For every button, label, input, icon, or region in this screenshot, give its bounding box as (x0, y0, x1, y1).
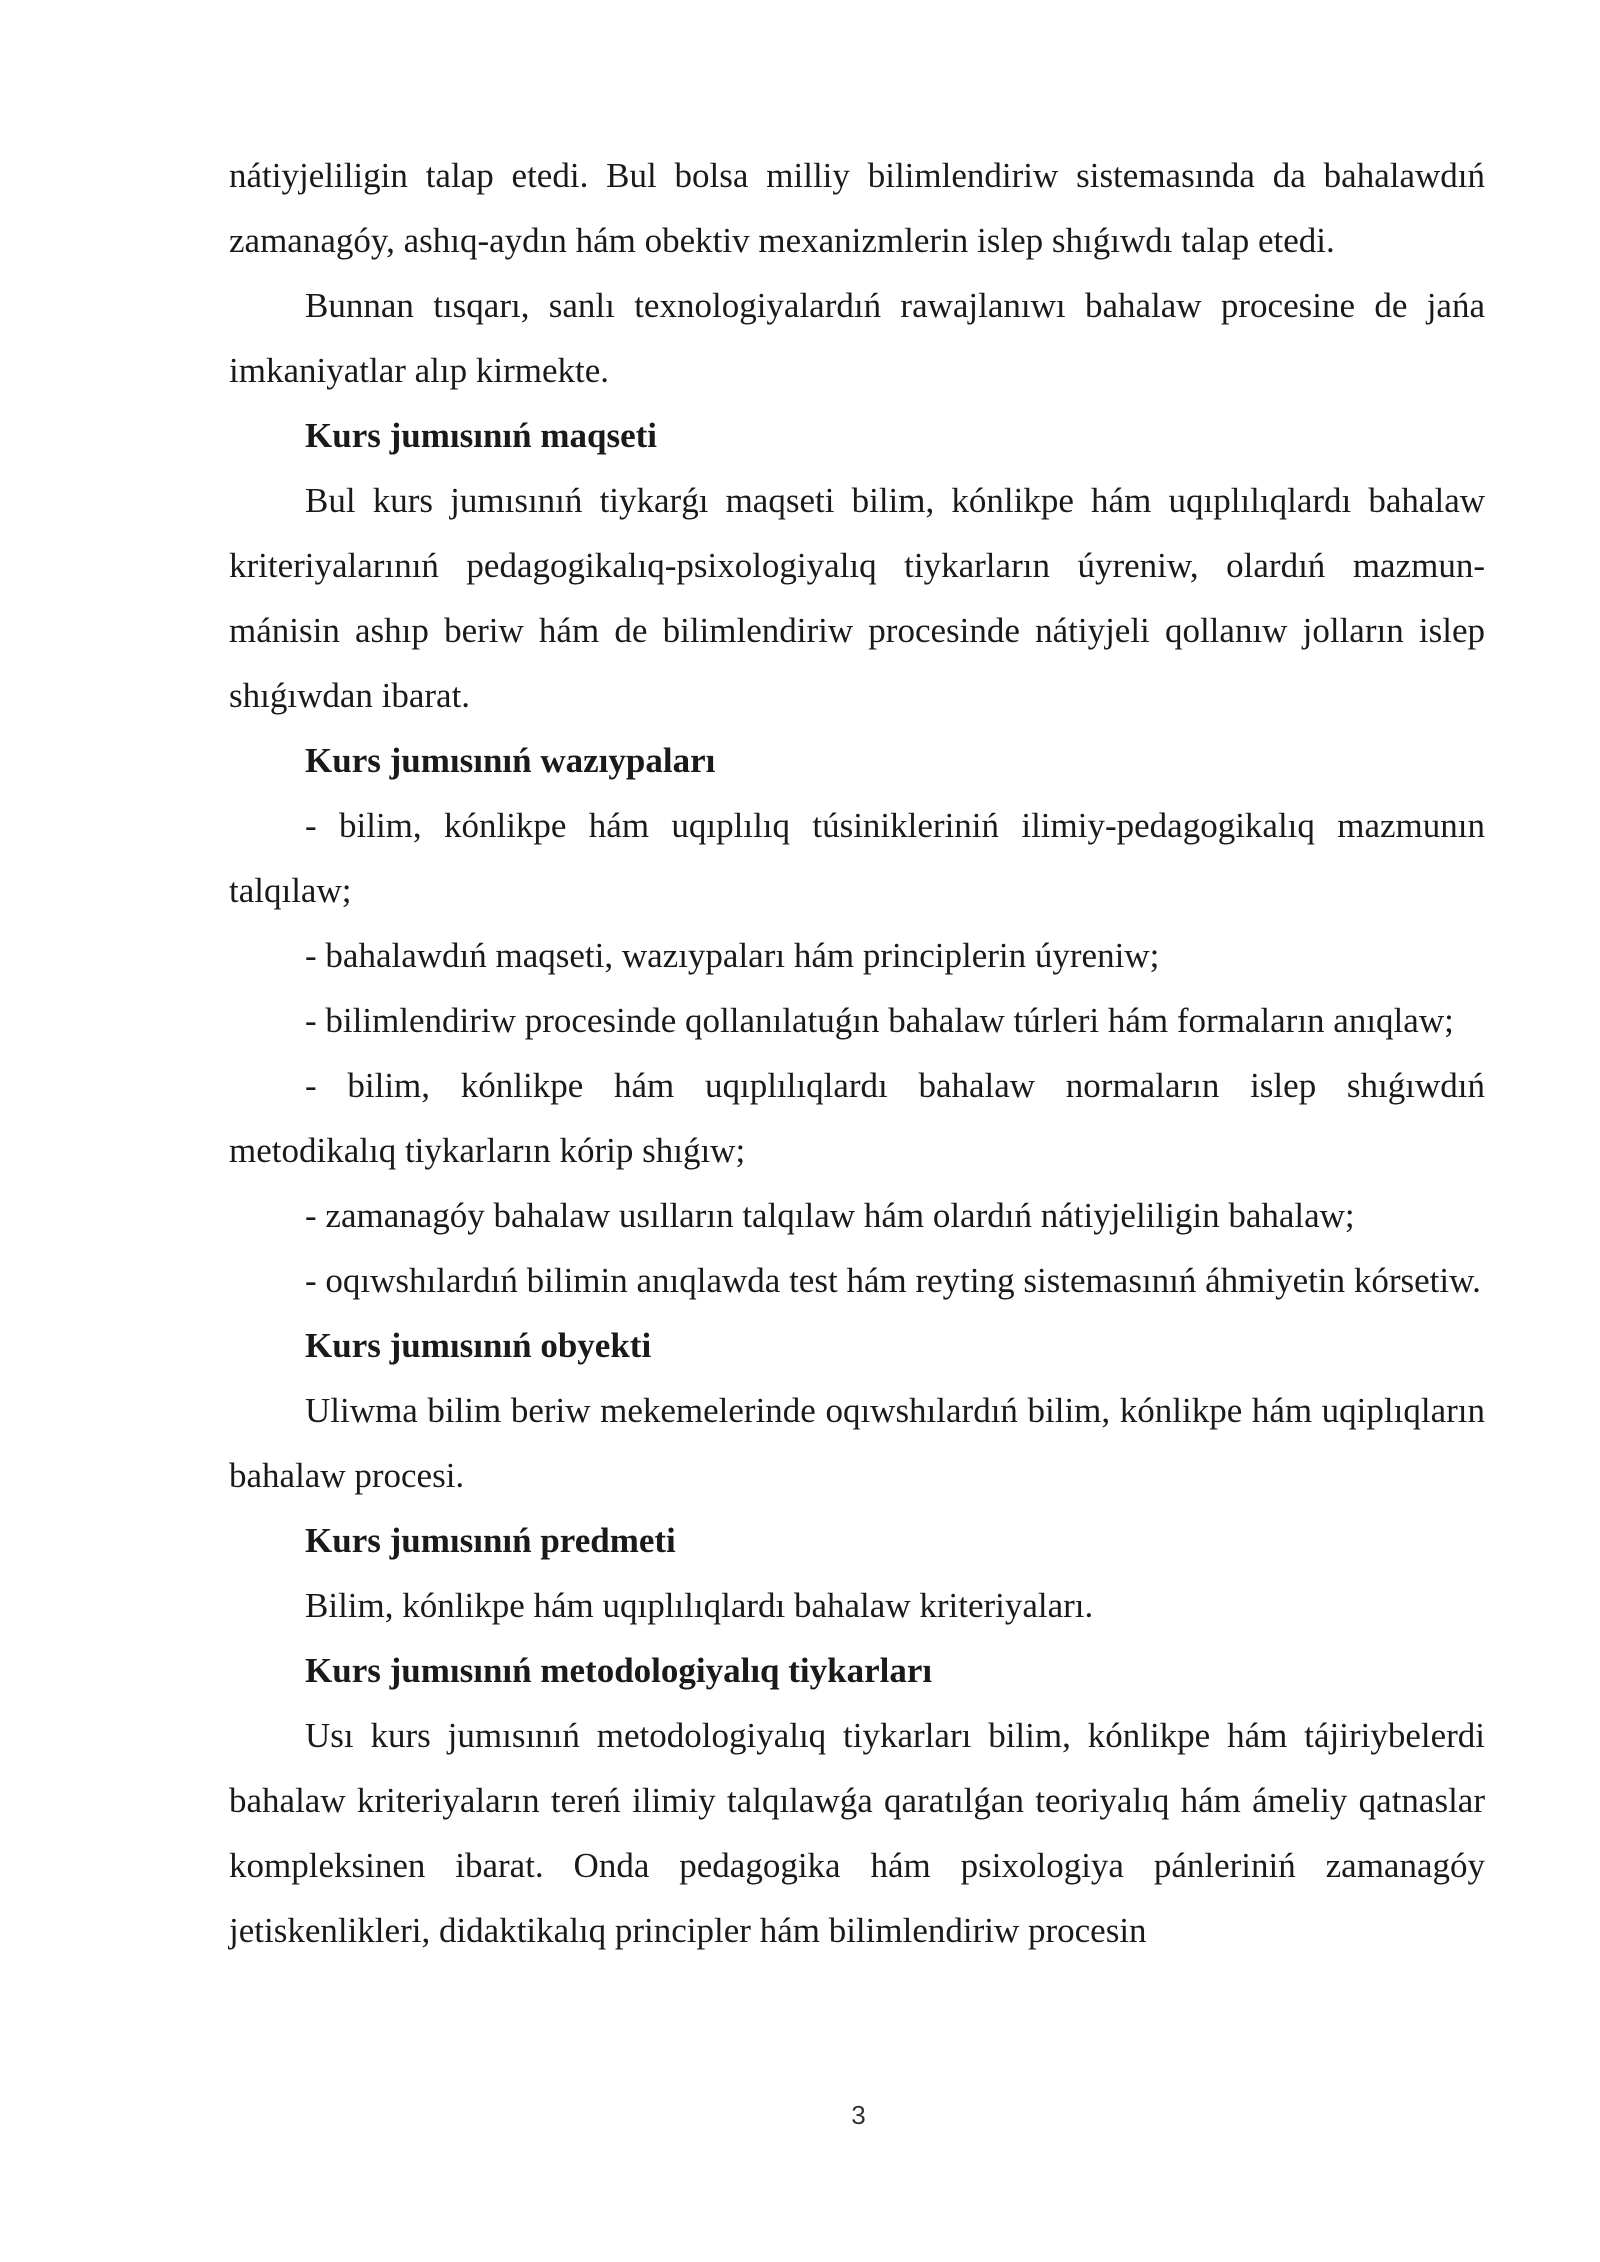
heading-subject: Kurs jumısınıń predmeti (305, 1521, 676, 1560)
paragraph-goal: Bul kurs jumısınıń tiykarǵı maqseti bilim, kónlikpe hám uqıplılıqlardı bahalaw kriteriyalarınıń pedagogikalıq-psixologiyalıq tiykarların úyreniw, olardıń mazmun-mánisin ashıp beriw hám de bilimlendiriw procesinde nátiyjeli qollanıw jolların islep shıǵıwdan ibarat. (229, 481, 1485, 715)
heading-object: Kurs jumısınıń obyekti (305, 1326, 652, 1365)
heading-methodology: Kurs jumısınıń metodologiyalıq tiykarları (305, 1651, 933, 1690)
paragraph-digital-tech: Bunnan tısqarı, sanlı texnologiyalardıń rawajlanıwı bahalaw procesine de jańa imkaniyatlar alıp kirmekte. (229, 286, 1485, 390)
paragraph-subject: Bilim, kónlikpe hám uqıplılıqlardı bahalaw kriteriyaları. (305, 1586, 1094, 1625)
page-number: 3 (851, 2100, 866, 2130)
task-item: - bilim, kónlikpe hám uqıplılıqlardı bahalaw normaların islep shıǵıwdıń metodikalıq tiykarların kórip shıǵıw; (229, 1066, 1485, 1170)
task-item: - bilim, kónlikpe hám uqıplılıq túsinikleriniń ilimiy-pedagogikalıq mazmunın talqılaw; (229, 806, 1485, 910)
task-item: - oqıwshılardıń bilimin anıqlawda test hám reyting sistemasınıń áhmiyetin kórsetiw. (305, 1261, 1481, 1300)
task-item: - bahalawdıń maqseti, wazıypaları hám principlerin úyreniw; (305, 936, 1160, 975)
task-item: - zamanagóy bahalaw usılların talqılaw hám olardıń nátiyjeliligin bahalaw; (305, 1196, 1355, 1235)
heading-goal: Kurs jumısınıń maqseti (305, 416, 657, 455)
paragraph-methodology: Usı kurs jumısınıń metodologiyalıq tiykarları bilim, kónlikpe hám tájiriybelerdi bahalaw kriteriyaların tereń ilimiy talqılawǵa qaratılǵan teoriyalıq hám ámeliy qatnaslar kompleksinen ibarat. Onda pedagogika hám psixologiya pánleriniń zamanagóy jetiskenlikleri, didaktikalıq principler hám bilimlendiriw procesin (229, 1716, 1485, 1950)
page-content (229, 143, 1485, 1963)
paragraph-object: Uliwma bilim beriw mekemelerinde oqıwshılardıń bilim, kónlikpe hám uqiplıqların bahalaw procesi. (229, 1391, 1485, 1495)
paragraph-intro-continuation: nátiyjeliligin talap etedi. Bul bolsa milliy bilimlendiriw sistemasında da bahalawdıń zamanagóy, ashıq-aydın hám obektiv mexanizmlerin islep shıǵıwdı talap etedi. (229, 156, 1485, 260)
heading-tasks: Kurs jumısınıń wazıypaları (305, 741, 716, 780)
task-item: - bilimlendiriw procesinde qollanılatuǵın bahalaw túrleri hám formaların anıqlaw; (305, 1001, 1454, 1040)
